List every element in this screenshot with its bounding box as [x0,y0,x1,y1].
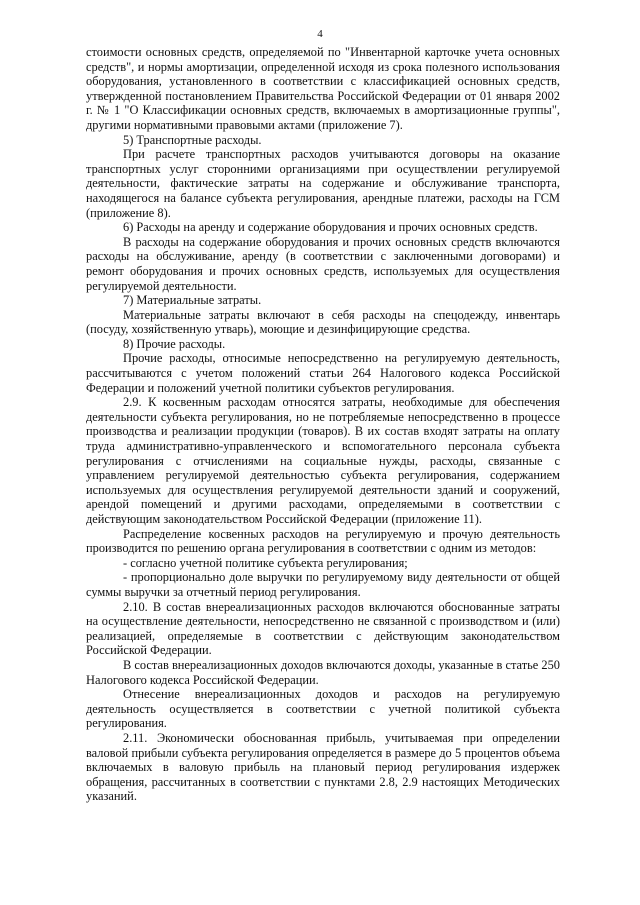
paragraph-other-expenses: Прочие расходы, относимые непосредственно на регулируемую деятельность, рассчитываются с учетом положений статьи 264 Налогового кодекса Российской Федерации и положений учетной политики субъектов регулирования. [86,351,560,395]
paragraph-section-2-9: 2.9. К косвенным расходам относятся затраты, необходимые для обеспечения деятельности субъекта регулирования, но не потребляемые непосредственно в процессе производства и реализации продукции (товаров). В их состав входят затраты на оплату труда административно-управленческого и вспомогательного персонала субъекта регулирования с отчислениями на социальные нужды, расходы, связанные с управлением регулируемой деятельностью субъекта регулирования, содержанием используемых для осуществления регулируемой деятельности зданий и сооружений, арендой помещений и другими расходами, определяемыми в соответствии с действующим законодательством Российской Федерации (приложение 11). [86,395,560,526]
paragraph-indirect-distribution: Распределение косвенных расходов на регулируемую и прочую деятельность производится по решению органа регулирования в соответствии с одним из методов: [86,526,560,556]
paragraph-rent-and-maintenance: В расходы на содержание оборудования и прочих основных средств включаются расходы на обслуживание, аренду (в соответствии с заключенными договорами) и ремонт оборудования и прочих основных средств, используемых для осуществления регулируемой деятельности. [86,234,560,293]
paragraph-section-2-10: 2.10. В состав внереализационных расходов включаются обоснованные затраты на осуществление деятельности, непосредственно не связанной с производством и (или) реализацией, определяемые в соответствии с действующим законодательством Российской Федерации. [86,599,560,658]
heading-rent-and-maintenance: 6) Расходы на аренду и содержание оборудования и прочих основных средств. [123,220,538,235]
paragraph-continuation: стоимости основных средств, определяемой по "Инвентарной карточке учета основных средств", и нормы амортизации, определенной исходя из срока полезного использования оборудования, установленного в соответствии с классификацией основных средств, утвержденной постановлением Правительства Российской Федерации от 01 января 2002 г. № 1 "О Классификации основных средств, включаемых в амортизационные группы", другими нормативными правовыми актами (приложение 7). [86,45,560,132]
paragraph-section-2-11: 2.11. Экономически обоснованная прибыль, учитываемая при определении валовой прибыли субъекта регулирования определяется в размере до 5 процентов объема включаемых в валовую прибыль на плановый период регулирования издержек обращения, рассчитанных в соответствии с пунктами 2.8, 2.9 настоящих Методических указаний. [86,730,560,804]
list-item-method-2: - пропорционально доле выручки по регулируемому виду деятельности от общей суммы выручки за отчетный период регулирования. [86,570,560,599]
heading-other-expenses: 8) Прочие расходы. [123,336,226,351]
list-item-method-1: - согласно учетной политике субъекта регулирования; [123,555,408,570]
document-body [86,45,560,804]
paragraph-non-operating-income: В состав внереализационных доходов включаются доходы, указанные в статье 250 Налогового кодекса Российской Федерации. [86,657,560,687]
heading-material-costs: 7) Материальные затраты. [123,293,262,308]
paragraph-transport-expenses: При расчете транспортных расходов учитываются договоры на оказание транспортных услуг сторонними организациями при осуществлении регулируемой деятельности, фактические затраты на содержание и обслуживание транспорта, находящегося на балансе субъекта регулирования, арендные платежи, расходы на ГСМ (приложение 8). [86,147,560,220]
page-number: 4 [317,28,323,40]
paragraph-material-costs: Материальные затраты включают в себя расходы на спецодежду, инвентарь (посуду, хозяйственную утварь), моющие и дезинфицирующие средства. [86,307,560,337]
paragraph-non-operating-attribution: Отнесение внереализационных доходов и расходов на регулируемую деятельность осуществляется в соответствии с учетной политикой субъекта регулирования. [86,687,560,731]
heading-transport-expenses: 5) Транспортные расходы. [123,132,262,147]
